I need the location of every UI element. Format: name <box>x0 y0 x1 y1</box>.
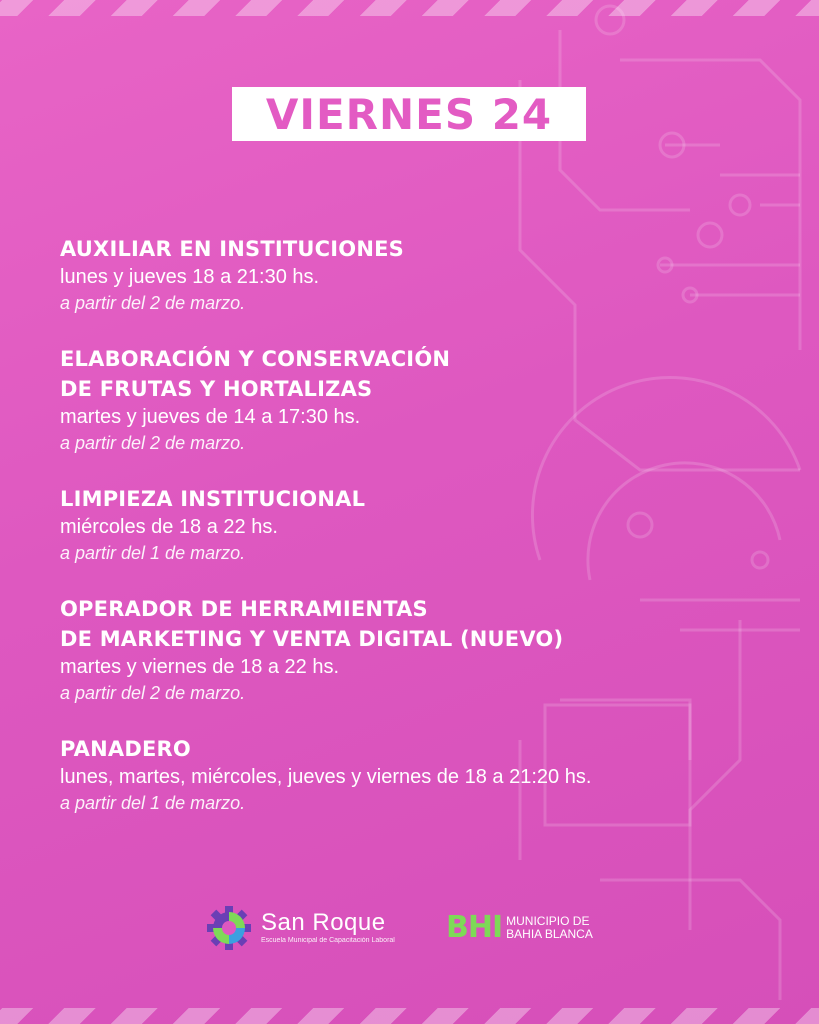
municipio-line1: MUNICIPIO DE <box>506 913 590 928</box>
course-schedule: martes y jueves de 14 a 17:30 hs. <box>60 406 361 428</box>
course-schedule: lunes, martes, miércoles, jueves y viernes de 18 a 21:20 hs. <box>60 766 592 788</box>
san-roque-name: San Roque <box>261 909 386 936</box>
course-start-date: a partir del 2 de marzo. <box>60 683 246 703</box>
date-title-box <box>232 87 586 141</box>
course-name: ELABORACIÓN Y CONSERVACIÓN <box>60 347 451 371</box>
course-start-date: a partir del 2 de marzo. <box>60 433 246 453</box>
course-item <box>60 234 760 316</box>
san-roque-subtitle: Escuela Municipal de Capacitación Laboral <box>261 937 395 944</box>
course-start-date: a partir del 1 de marzo. <box>60 543 246 563</box>
municipio-logo <box>446 910 593 945</box>
course-item <box>60 484 760 566</box>
municipio-text <box>506 915 593 941</box>
course-item <box>60 344 760 456</box>
course-start-date: a partir del 2 de marzo. <box>60 293 246 313</box>
course-schedule: miércoles de 18 a 22 hs. <box>60 516 278 538</box>
course-name: AUXILIAR EN INSTITUCIONES <box>60 237 404 261</box>
course-list <box>60 234 760 844</box>
course-item <box>60 734 760 816</box>
bhi-logo-mark: BHI <box>446 910 503 945</box>
footer-logos <box>0 900 819 960</box>
course-start-date: a partir del 1 de marzo. <box>60 793 246 813</box>
san-roque-logo <box>205 904 395 952</box>
course-name: OPERADOR DE HERRAMIENTAS <box>60 597 428 621</box>
course-name: LIMPIEZA INSTITUCIONAL <box>60 487 366 511</box>
municipio-line2: BAHIA BLANCA <box>506 926 593 941</box>
course-item <box>60 594 760 706</box>
gear-icon <box>205 904 253 952</box>
course-schedule: martes y viernes de 18 a 22 hs. <box>60 656 340 678</box>
course-name: PANADERO <box>60 737 191 761</box>
course-schedule: lunes y jueves 18 a 21:30 hs. <box>60 266 320 288</box>
course-name-line2: DE FRUTAS Y HORTALIZAS <box>60 377 373 401</box>
date-title: VIERNES 24 <box>265 89 553 139</box>
bottom-stripe-band <box>0 1008 819 1024</box>
course-name-line2: DE MARKETING Y VENTA DIGITAL (NUEVO) <box>60 627 564 651</box>
